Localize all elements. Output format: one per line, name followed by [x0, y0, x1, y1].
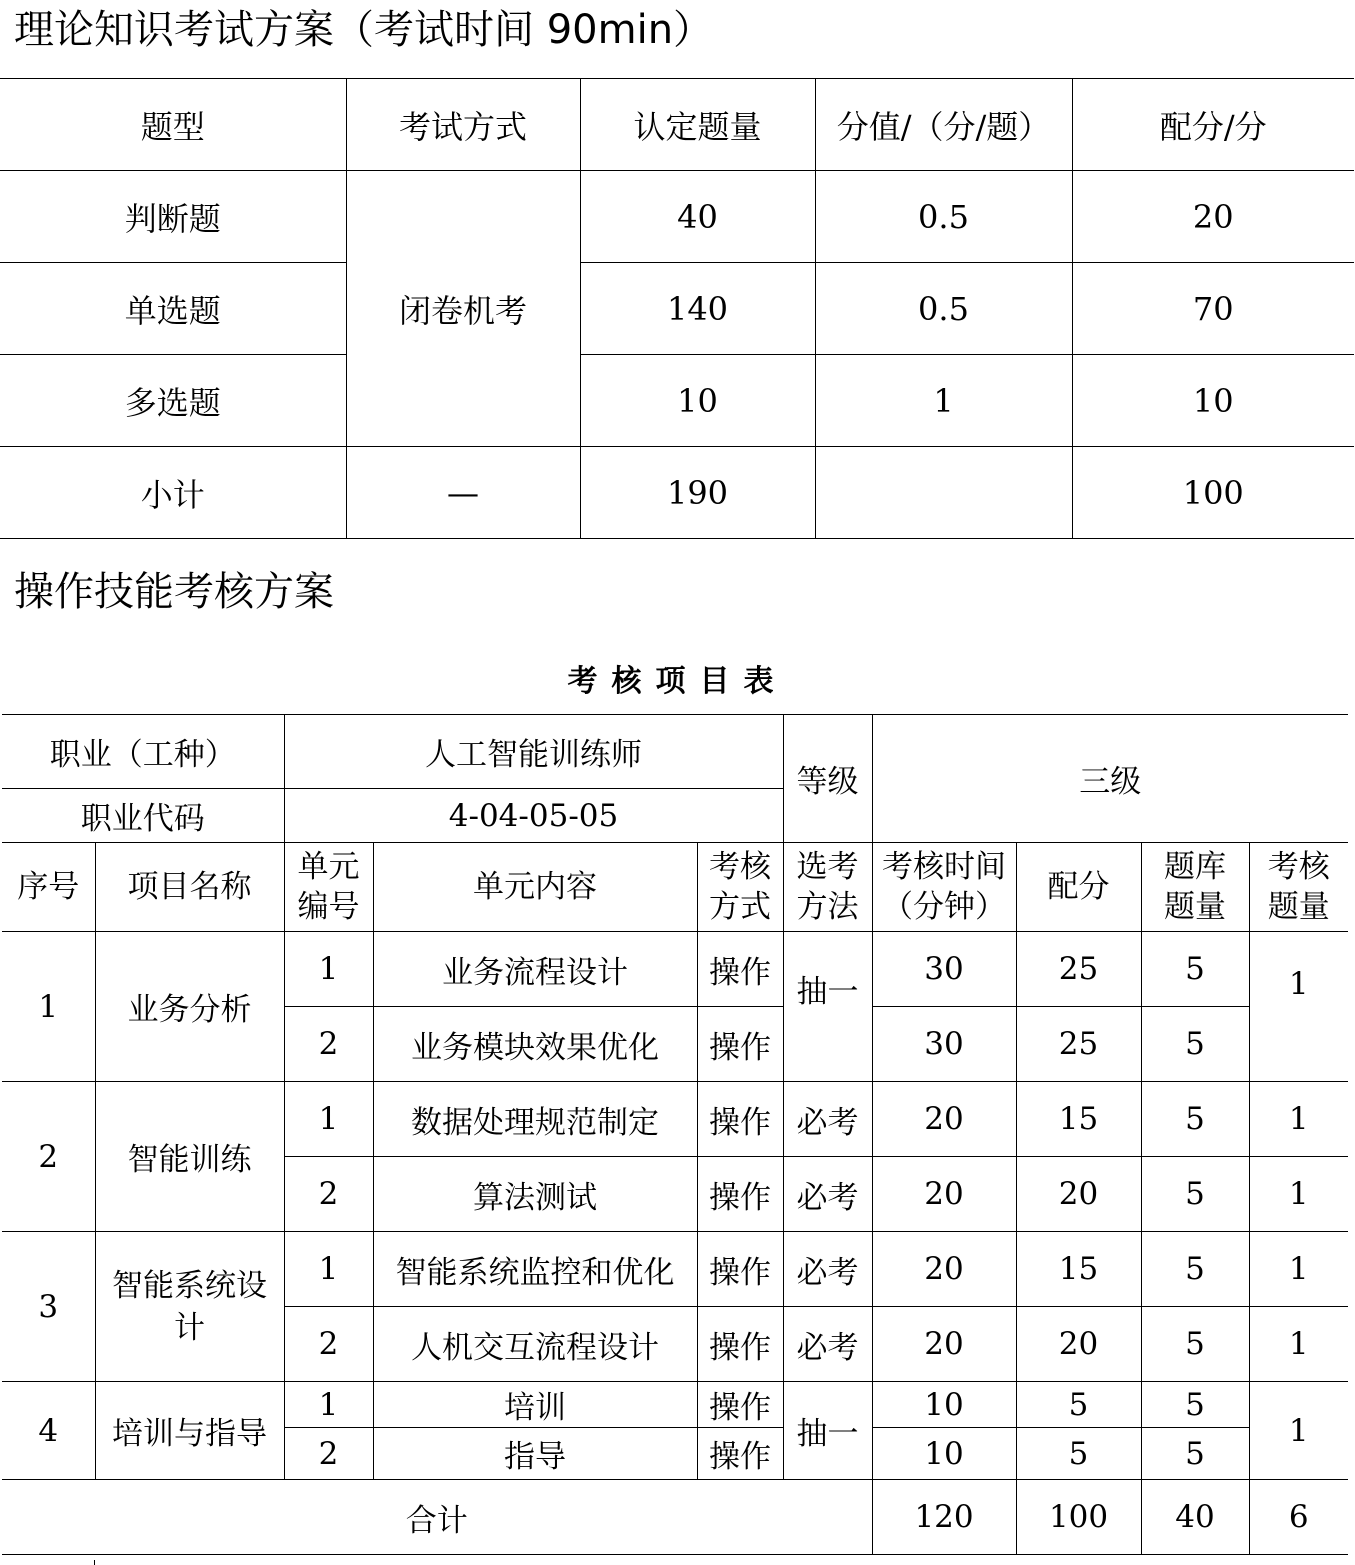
header-exam-method: 考试方式 [346, 79, 580, 171]
bank-count: 5 [1141, 1007, 1249, 1082]
unit-score: 5 [1016, 1428, 1141, 1480]
unit-content: 数据处理规范制定 [373, 1082, 697, 1157]
exam-time: 20 [872, 1157, 1016, 1232]
table-row [0, 171, 1354, 263]
subtotal-count: 190 [580, 447, 815, 539]
select-method: 必考 [783, 1082, 872, 1157]
project-name: 业务分析 [95, 932, 284, 1082]
header-score: 配分 [1016, 843, 1141, 932]
header-line: 考核 [1267, 849, 1330, 885]
skills-exam-table [2, 714, 1348, 1555]
header-line: 考核时间 [882, 849, 1007, 885]
exam-count: 1 [1249, 932, 1348, 1082]
project-no: 1 [2, 932, 95, 1082]
total-bank: 40 [1141, 1480, 1249, 1555]
exam-mode: 操作 [697, 1382, 783, 1428]
exam-mode: 操作 [697, 1082, 783, 1157]
header-total-score: 配分/分 [1072, 79, 1354, 171]
header-question-type: 题型 [0, 79, 346, 171]
exam-mode: 操作 [697, 1307, 783, 1382]
exam-time: 30 [872, 932, 1016, 1007]
header-exam-count [1249, 843, 1348, 932]
select-method: 必考 [783, 1307, 872, 1382]
bank-count: 5 [1141, 932, 1249, 1007]
score-per-question: 0.5 [815, 263, 1072, 355]
unit-content: 人机交互流程设计 [373, 1307, 697, 1382]
header-bank-count [1141, 843, 1249, 932]
unit-score: 25 [1016, 1007, 1141, 1082]
exam-time: 10 [872, 1382, 1016, 1428]
unit-score: 20 [1016, 1307, 1141, 1382]
exam-time: 20 [872, 1307, 1016, 1382]
table-row [0, 355, 1354, 447]
table-row [2, 1382, 1348, 1428]
table-row [2, 932, 1348, 1007]
exam-count: 1 [1249, 1082, 1348, 1157]
unit-score: 15 [1016, 1082, 1141, 1157]
occupation-value: 人工智能训练师 [284, 715, 783, 789]
exam-count: 1 [1249, 1232, 1348, 1307]
unit-no: 2 [284, 1007, 373, 1082]
question-count: 40 [580, 171, 815, 263]
unit-content: 指导 [373, 1428, 697, 1480]
subtotal-score [815, 447, 1072, 539]
project-no: 4 [2, 1382, 95, 1480]
unit-score: 20 [1016, 1157, 1141, 1232]
project-name: 智能训练 [95, 1082, 284, 1232]
unit-score: 15 [1016, 1232, 1141, 1307]
unit-content: 业务流程设计 [373, 932, 697, 1007]
score-per-question: 0.5 [815, 171, 1072, 263]
theory-exam-title: 理论知识考试方案（考试时间 90min） [14, 7, 714, 53]
header-line: 题量 [1164, 889, 1227, 925]
unit-score: 25 [1016, 932, 1141, 1007]
header-score-per-question: 分值/（分/题） [815, 79, 1072, 171]
total-row [2, 1480, 1348, 1555]
subtotal-label: 小计 [0, 447, 346, 539]
header-exam-mode [697, 843, 783, 932]
select-method: 抽一 [783, 932, 872, 1082]
total-score: 10 [1072, 355, 1354, 447]
exam-method: 闭卷机考 [346, 171, 580, 447]
unit-content: 培训 [373, 1382, 697, 1428]
exam-mode: 操作 [697, 1232, 783, 1307]
bank-count: 5 [1141, 1307, 1249, 1382]
header-serial: 序号 [2, 843, 95, 932]
header-line: 选考 [796, 849, 859, 885]
question-count: 10 [580, 355, 815, 447]
exam-time: 30 [872, 1007, 1016, 1082]
unit-content: 智能系统监控和优化 [373, 1232, 697, 1307]
unit-no: 1 [284, 1082, 373, 1157]
table-row [2, 1082, 1348, 1157]
exam-mode: 操作 [697, 932, 783, 1007]
total-label: 合计 [2, 1480, 872, 1555]
select-method: 必考 [783, 1157, 872, 1232]
theory-exam-table [0, 78, 1354, 539]
header-exam-time [872, 843, 1016, 932]
code-label: 职业代码 [2, 789, 284, 843]
table-row [2, 1232, 1348, 1307]
header-line: 方法 [796, 889, 859, 925]
exam-count: 1 [1249, 1382, 1348, 1480]
occupation-row [2, 715, 1348, 789]
header-unit-no [284, 843, 373, 932]
unit-no: 2 [284, 1428, 373, 1480]
header-line: 考核 [709, 849, 772, 885]
occupation-label: 职业（工种） [2, 715, 284, 789]
total-score: 20 [1072, 171, 1354, 263]
project-name: 智能系统设计 [95, 1232, 284, 1382]
project-name: 培训与指导 [95, 1382, 284, 1480]
header-project-name: 项目名称 [95, 843, 284, 932]
header-question-count: 认定题量 [580, 79, 815, 171]
header-line: 题量 [1267, 889, 1330, 925]
unit-no: 1 [284, 932, 373, 1007]
unit-no: 1 [284, 1382, 373, 1428]
subtotal-method: — [346, 447, 580, 539]
bank-count: 5 [1141, 1232, 1249, 1307]
exam-mode: 操作 [697, 1157, 783, 1232]
table-caption: 考核项目表 [567, 664, 788, 699]
bank-count: 5 [1141, 1082, 1249, 1157]
exam-time: 20 [872, 1082, 1016, 1157]
subtotal-row [0, 447, 1354, 539]
exam-count: 1 [1249, 1157, 1348, 1232]
exam-count: 1 [1249, 1307, 1348, 1382]
subtotal-total: 100 [1072, 447, 1354, 539]
header-select-method [783, 843, 872, 932]
unit-no: 1 [284, 1232, 373, 1307]
bank-count: 5 [1141, 1157, 1249, 1232]
project-no: 3 [2, 1232, 95, 1382]
question-type: 判断题 [0, 171, 346, 263]
unit-content: 业务模块效果优化 [373, 1007, 697, 1082]
score-per-question: 1 [815, 355, 1072, 447]
unit-score: 5 [1016, 1382, 1141, 1428]
total-time: 120 [872, 1480, 1016, 1555]
header-line: 题库 [1164, 849, 1227, 885]
theory-header-row [0, 79, 1354, 171]
unit-no: 2 [284, 1157, 373, 1232]
exam-mode: 操作 [697, 1428, 783, 1480]
total-score: 70 [1072, 263, 1354, 355]
question-count: 140 [580, 263, 815, 355]
question-type: 多选题 [0, 355, 346, 447]
level-value: 三级 [872, 715, 1348, 843]
header-line: （分钟） [882, 889, 1007, 925]
unit-no: 2 [284, 1307, 373, 1382]
table-continuation-line [94, 1560, 95, 1565]
bank-count: 5 [1141, 1382, 1249, 1428]
exam-time: 10 [872, 1428, 1016, 1480]
select-method: 抽一 [783, 1382, 872, 1480]
exam-time: 20 [872, 1232, 1016, 1307]
skills-header-row [2, 843, 1348, 932]
bank-count: 5 [1141, 1428, 1249, 1480]
select-method: 必考 [783, 1232, 872, 1307]
unit-content: 算法测试 [373, 1157, 697, 1232]
exam-mode: 操作 [697, 1007, 783, 1082]
header-line: 方式 [709, 889, 772, 925]
question-type: 单选题 [0, 263, 346, 355]
header-line: 单元 [297, 849, 360, 885]
header-line: 编号 [297, 889, 360, 925]
code-value: 4-04-05-05 [284, 789, 783, 843]
level-label: 等级 [783, 715, 872, 843]
table-row [0, 263, 1354, 355]
skills-exam-title: 操作技能考核方案 [14, 569, 334, 615]
header-unit-content: 单元内容 [373, 843, 697, 932]
total-exam: 6 [1249, 1480, 1348, 1555]
total-score: 100 [1016, 1480, 1141, 1555]
project-no: 2 [2, 1082, 95, 1232]
